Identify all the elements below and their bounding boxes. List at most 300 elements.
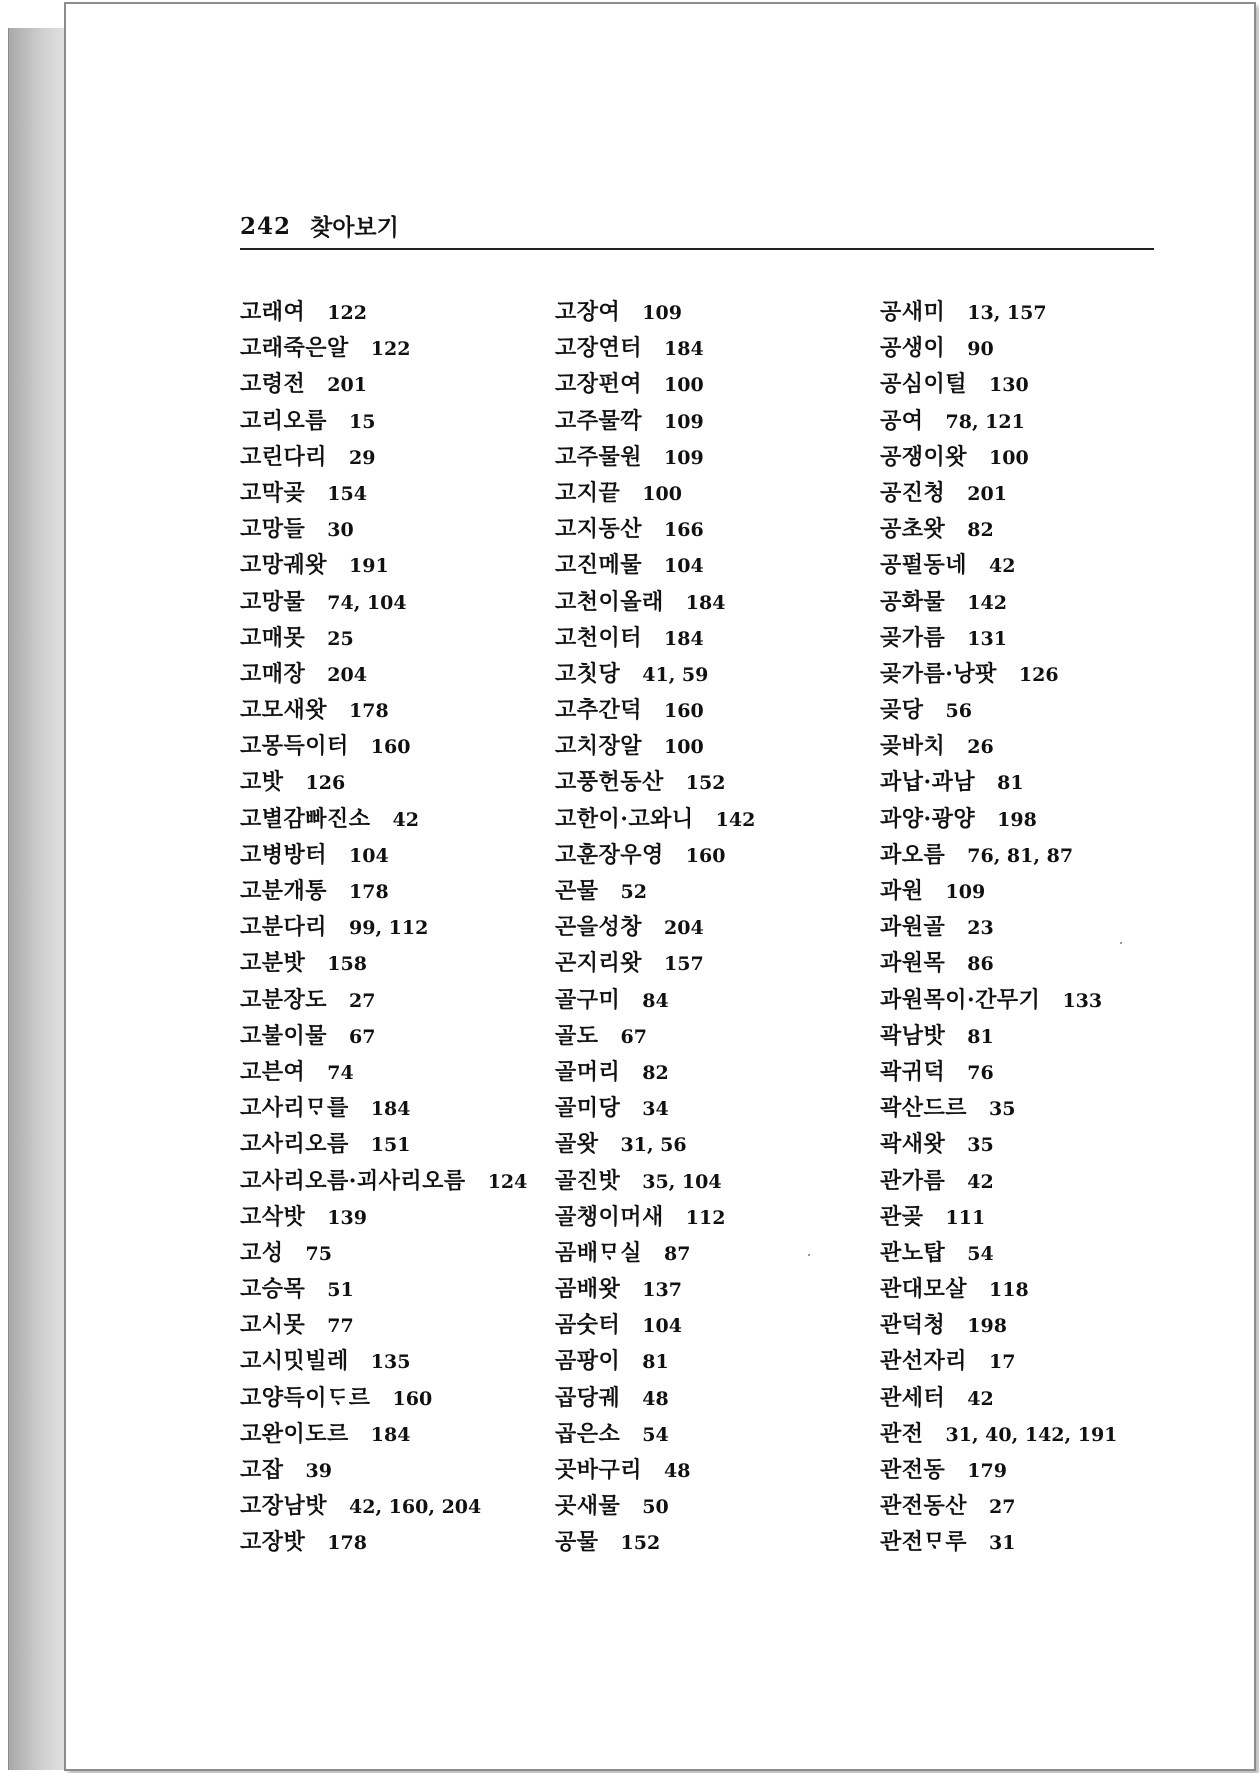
index-page-refs: 178 [349,881,389,903]
index-entry [240,801,527,837]
index-term: 고치장알 [555,733,643,760]
index-term: 고린다리 [240,443,328,470]
index-page-refs: 166 [664,519,704,542]
index-entry [555,1488,755,1524]
index-entry [880,1488,1117,1524]
page-number: 242 [240,213,292,240]
index-page-refs: 76 [967,1061,994,1084]
speck-mark [1120,942,1122,944]
index-term: 고모새왓 [240,697,328,724]
index-term: 관덕청 [880,1312,946,1339]
index-entry [240,511,527,547]
index-term: 고장남밧 [240,1493,328,1520]
index-page-refs: 75 [305,1242,332,1265]
index-term: 고래여 [240,299,306,325]
index-entry [880,439,1117,475]
index-entry [555,511,755,547]
index-entry [555,728,755,764]
index-page-refs: 139 [327,1206,367,1229]
index-term: 고훈장우영 [555,841,664,868]
index-term: 고리오름 [240,407,328,434]
index-term: 고장여 [555,299,621,325]
index-entry [880,1452,1117,1488]
index-term: 고성 [240,1239,284,1266]
index-page-refs: 77 [327,1315,354,1338]
index-page-refs: 109 [945,881,986,903]
index-term: 고지동산 [555,516,643,543]
index-entry [555,909,755,945]
index-entry [240,1452,527,1488]
index-entry [240,945,527,981]
index-term: 고불이물 [240,1022,328,1049]
index-page-refs: 78, 121 [945,410,1025,433]
index-page-refs: 74 [327,1061,354,1084]
index-entry [880,1380,1117,1416]
index-page-refs: 135 [370,1351,411,1374]
index-term: 과오름 [880,841,946,868]
index-entry [555,837,755,873]
index-term: 곶가름·낭팟 [880,660,997,687]
index-entry [880,801,1117,837]
index-entry [880,1343,1117,1379]
index-term: 관가름 [880,1167,946,1194]
index-entry [880,511,1117,547]
index-entry [555,1235,755,1271]
index-entry [880,656,1117,692]
index-term: 고망궤왓 [240,552,328,579]
index-entry [880,945,1117,981]
index-entry [880,620,1117,656]
index-page-refs: 48 [664,1460,691,1482]
index-term: 관대모살 [880,1276,968,1303]
index-entry [240,1199,527,1235]
index-page-refs: 198 [997,808,1037,831]
index-entry [880,1199,1117,1235]
index-entry [555,366,755,402]
index-term: 고칫당 [555,660,621,687]
index-term: 고장펀여 [555,371,643,398]
index-term: 관전ᄆᆞ루 [880,1529,968,1556]
index-entry [240,1380,527,1416]
index-page-refs: 67 [349,1025,376,1048]
index-term: 고별감빠진소 [240,805,371,832]
index-term: 골왓 [555,1131,599,1158]
index-entry [880,1163,1117,1199]
index-entry [880,1416,1117,1452]
index-entry [555,620,755,656]
index-page-refs: 142 [715,808,756,831]
index-term: 고천이터 [555,624,643,651]
index-term: 과양·광양 [880,805,976,832]
index-column-2 [555,294,755,1561]
index-page-refs: 151 [370,1134,411,1157]
index-term: 고삭밧 [240,1203,306,1230]
index-page-refs: 48 [642,1387,669,1410]
index-term: 고진메물 [555,552,643,579]
index-entry [555,1018,755,1054]
index-page-refs: 122 [327,302,367,324]
index-term: 고매장 [240,660,306,687]
index-term: 곤물 [555,878,599,904]
index-entry [555,982,755,1018]
index-page-refs: 42, 160, 204 [349,1496,482,1519]
index-term: 곰숫터 [555,1312,621,1339]
index-page-refs: 118 [989,1279,1029,1302]
index-term: 고주물원 [555,443,643,470]
index-page-refs: 191 [349,555,389,578]
index-entry [240,1271,527,1307]
index-term: 관곶 [880,1203,924,1230]
index-entry [240,620,527,656]
index-entry [555,403,755,439]
index-page-refs: 184 [685,591,726,614]
index-page-refs: 184 [370,1423,411,1446]
index-page-refs: 81 [997,772,1024,795]
index-entry [555,873,755,909]
section-title: 찾아보기 [310,214,399,241]
index-entry [240,1488,527,1524]
index-page-refs: 31 [989,1532,1016,1555]
index-term: 고령전 [240,371,306,398]
index-page-refs: 52 [620,881,647,903]
index-term: 과납·과남 [880,769,976,796]
index-term: 곽산드르 [880,1095,968,1122]
index-entry [880,837,1117,873]
index-entry [555,1416,755,1452]
index-term: 관세터 [880,1384,946,1411]
index-page-refs: 27 [989,1496,1016,1519]
index-entry [555,1126,755,1162]
index-term: 고한이·고와니 [555,805,694,832]
index-term: 골진밧 [555,1167,621,1194]
index-entry [555,330,755,366]
index-term: 고밧 [240,769,284,796]
index-page-refs: 74, 104 [327,591,407,614]
index-term: 고장연터 [555,335,643,362]
running-header [240,208,1154,250]
index-entry [555,1380,755,1416]
index-entry [240,656,527,692]
index-page-refs: 160 [370,736,411,759]
index-term: 공초왓 [880,516,946,543]
index-term: 골머리 [555,1058,621,1085]
index-entry [880,1524,1117,1560]
index-term: 고시못 [240,1312,306,1339]
index-entry [555,1090,755,1126]
index-page-refs: 41, 59 [642,663,709,686]
index-term: 곱당궤 [555,1384,621,1411]
index-page-refs: 42 [392,808,419,831]
index-page-refs: 133 [1062,989,1103,1012]
index-term: 고망들 [240,516,306,543]
index-page-refs: 35, 104 [642,1170,722,1193]
index-page-refs: 35 [967,1134,994,1157]
index-term: 공새미 [880,299,946,325]
index-entry [240,982,527,1018]
index-page-refs: 76, 81, 87 [967,844,1074,867]
index-page-refs: 100 [664,736,704,759]
index-term: 고분장도 [240,986,328,1013]
index-page-refs: 126 [305,772,346,795]
index-page-refs: 30 [327,519,354,542]
index-term: 관전동 [880,1457,946,1483]
index-term: 고분밧 [240,950,306,977]
index-term: 고사리오름·괴사리오름 [240,1167,466,1194]
index-page-refs: 29 [349,446,376,469]
index-entry [240,439,527,475]
index-entry [240,584,527,620]
index-page-refs: 154 [327,482,367,505]
index-term: 과원골 [880,914,946,941]
index-column-3 [880,294,1117,1561]
index-term: 과원목 [880,950,946,977]
index-entry [880,366,1117,402]
index-entry [555,1163,755,1199]
index-page-refs: 99, 112 [349,917,429,940]
index-page-refs: 104 [664,555,704,578]
book-spine [8,28,67,1770]
index-page-refs: 160 [685,844,726,867]
index-page-refs: 34 [642,1098,669,1121]
index-term: 곰배왓 [555,1276,621,1303]
index-term: 곤지리왓 [555,950,643,977]
index-page-refs: 142 [967,591,1007,614]
index-page-refs: 109 [664,410,704,433]
index-page-refs: 42 [967,1387,994,1410]
index-term: 고사리오름 [240,1131,349,1158]
index-page-refs: 178 [349,700,389,723]
index-entry [880,330,1117,366]
index-term: 곳새물 [555,1493,621,1520]
index-entry [240,547,527,583]
index-entry [240,366,527,402]
index-entry [555,945,755,981]
index-page-refs: 152 [620,1532,661,1555]
index-term: 고완이도르 [240,1420,349,1447]
index-page-refs: 157 [664,953,704,976]
index-term: 고분개통 [240,878,328,904]
index-page-refs: 35 [989,1098,1016,1121]
index-page-refs: 109 [642,302,682,324]
index-page-refs: 158 [327,953,367,976]
index-page-refs: 27 [349,989,376,1012]
index-entry [880,873,1117,909]
index-entry [240,475,527,511]
index-page-refs: 178 [327,1532,367,1555]
index-page-refs: 111 [945,1206,986,1229]
index-term: 고막곶 [240,479,306,506]
index-term: 곱은소 [555,1420,621,1447]
index-entry [555,547,755,583]
index-term: 공펄동네 [880,552,968,579]
speck-mark [808,1254,810,1256]
index-term: 공물 [555,1529,599,1556]
index-entry [555,801,755,837]
index-term: 고지끝 [555,479,621,506]
index-term: 곰팡이 [555,1348,621,1375]
index-term: 골챙이머새 [555,1203,664,1230]
index-page-refs: 17 [989,1351,1016,1374]
index-page-refs: 54 [967,1242,994,1265]
index-entry [880,547,1117,583]
index-entry [880,1018,1117,1054]
index-page-refs: 201 [967,482,1007,505]
index-term: 고풍헌동산 [555,769,664,796]
index-page-refs: 23 [967,917,994,940]
index-entry [555,1054,755,1090]
index-page-refs: 31, 56 [620,1134,687,1157]
index-term: 고주물깍 [555,407,643,434]
index-term: 고추간덕 [555,697,643,724]
index-term: 고양득이ᄃᆞ르 [240,1384,371,1411]
index-entry [880,1090,1117,1126]
index-entry [240,1235,527,1271]
index-entry [880,1235,1117,1271]
index-page-refs: 90 [967,338,994,361]
index-page-refs: 184 [370,1098,411,1121]
index-page-refs: 160 [392,1387,433,1410]
index-page-refs: 100 [664,374,704,397]
index-term: 곶바치 [880,733,946,760]
index-term: 곰배ᄆᆞ실 [555,1239,643,1266]
index-entry [880,728,1117,764]
index-term: 곳바구리 [555,1457,643,1483]
index-page-refs: 42 [989,555,1016,578]
index-entry [555,294,755,330]
index-term: 고몽득이터 [240,733,349,760]
index-entry [555,692,755,728]
index-entry [555,1524,755,1560]
index-entry [880,909,1117,945]
index-entry [240,1307,527,1343]
index-page-refs: 152 [685,772,726,795]
index-term: 공진청 [880,479,946,506]
index-term: 공쟁이왓 [880,443,968,470]
index-page-refs: 204 [327,663,367,686]
index-term: 고망물 [240,588,306,615]
index-entry [880,692,1117,728]
index-page-refs: 198 [967,1315,1007,1338]
index-term: 고잡 [240,1457,284,1483]
index-term: 골도 [555,1022,599,1049]
index-page-refs: 100 [642,482,682,505]
index-term: 곶당 [880,697,924,724]
index-term: 고천이올래 [555,588,664,615]
index-entry [240,1018,527,1054]
index-term: 관노탑 [880,1239,946,1266]
index-term: 골구미 [555,986,621,1013]
index-term: 고승목 [240,1276,306,1303]
index-entry [880,982,1117,1018]
index-term: 고븐여 [240,1058,306,1085]
index-entry [880,294,1117,330]
index-page-refs: 112 [685,1206,726,1229]
index-page-refs: 15 [349,410,376,433]
index-entry [240,692,527,728]
index-entry [880,1307,1117,1343]
index-entry [880,1054,1117,1090]
index-term: 곽새왓 [880,1131,946,1158]
index-page-refs: 109 [664,446,704,469]
index-entry [880,403,1117,439]
index-term: 곶가름 [880,624,946,651]
index-entry [555,1343,755,1379]
index-page-refs: 39 [305,1460,332,1482]
index-page-refs: 137 [642,1279,682,1302]
index-page-refs: 81 [967,1025,994,1048]
index-page-refs: 104 [349,844,389,867]
index-term: 공심이털 [880,371,968,398]
index-entry [555,1307,755,1343]
index-term: 고매못 [240,624,306,651]
index-entry [240,1163,527,1199]
index-page-refs: 86 [967,953,994,976]
index-entry [240,1054,527,1090]
index-term: 공여 [880,407,924,434]
index-entry [880,1271,1117,1307]
index-term: 과원목이·간무기 [880,986,1041,1013]
index-page-refs: 81 [642,1351,669,1374]
index-page-refs: 31, 40, 142, 191 [945,1423,1118,1446]
index-page-refs: 26 [967,736,994,759]
index-page-refs: 13, 157 [967,302,1047,324]
index-term: 고사리ᄆᆞ를 [240,1095,349,1122]
index-entry [240,909,527,945]
index-page-refs: 124 [487,1170,528,1193]
index-page-refs: 50 [642,1496,669,1519]
index-page-refs: 56 [945,700,972,723]
index-entry [240,294,527,330]
index-term: 고병방터 [240,841,328,868]
index-entry [240,873,527,909]
index-entry [240,1343,527,1379]
index-page-refs: 67 [620,1025,647,1048]
index-page-refs: 130 [989,374,1029,397]
index-page-refs: 84 [642,989,669,1012]
index-entry [240,330,527,366]
index-entry [240,1126,527,1162]
index-entry [880,584,1117,620]
index-term: 곽귀덕 [880,1058,946,1085]
index-entry [240,1090,527,1126]
index-page-refs: 100 [989,446,1029,469]
index-term: 곽남밧 [880,1022,946,1049]
index-entry [240,837,527,873]
index-page-refs: 104 [642,1315,682,1338]
index-term: 고시밋빌레 [240,1348,349,1375]
index-term: 공화물 [880,588,946,615]
index-page-refs: 87 [664,1242,691,1265]
index-entry [880,475,1117,511]
index-term: 관전동산 [880,1493,968,1520]
index-page-refs: 160 [664,700,704,723]
index-entry [240,1524,527,1560]
index-entry [240,1416,527,1452]
index-term: 과원 [880,878,924,904]
index-page-refs: 184 [664,627,704,650]
index-page-refs: 122 [370,338,411,361]
index-page-refs: 82 [642,1061,669,1084]
index-term: 고장밧 [240,1529,306,1556]
index-entry [555,584,755,620]
index-page-refs: 184 [664,338,704,361]
index-page-refs: 42 [967,1170,994,1193]
index-term: 고래죽은알 [240,335,349,362]
index-entry [880,764,1117,800]
index-term: 곤을성창 [555,914,643,941]
index-term: 골미당 [555,1095,621,1122]
index-page-refs: 82 [967,519,994,542]
